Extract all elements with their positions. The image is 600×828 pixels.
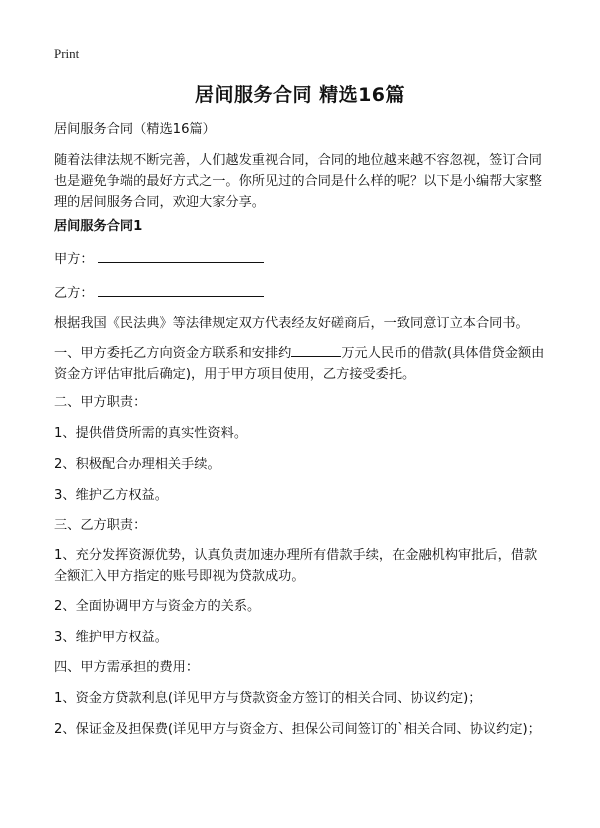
clause-3-item: 2、全面协调甲方与资金方的关系。 <box>54 599 261 614</box>
party-a-blank <box>98 248 264 263</box>
clause-2-item: 2、积极配合办理相关手续。 <box>54 457 221 472</box>
party-a-line <box>54 248 550 270</box>
document-title: 居间服务合同 精选16篇 <box>194 84 406 106</box>
clause-4-item: 1、资金方贷款利息(详见甲方与贷款资金方签订的相关合同、协议约定)； <box>54 691 482 706</box>
clause-2-heading: 二、甲方职责： <box>54 395 147 410</box>
clause-1-part1: 一、甲方委托乙方向资金方联系和安排约 <box>54 346 292 361</box>
section-heading: 居间服务合同1 <box>54 219 143 234</box>
document-subtitle: 居间服务合同（精选16篇） <box>54 122 216 137</box>
clause-1-part2: 万元人民币的借款(具体借贷金额由资金方评估审批后确定)，用于甲方项目使用，乙方接受委托。 <box>54 346 545 382</box>
party-b-label: 乙方： <box>54 286 94 301</box>
clause-1 <box>54 342 550 385</box>
party-b-line <box>54 282 550 304</box>
intro-paragraph: 随着法律法规不断完善，人们越发重视合同，合同的地位越来越不容忽视，签订合同也是避免争端的最好方式之一。你所见过的合同是什么样的呢？以下是小编帮大家整理的居间服务合同，欢迎大家分享。 <box>54 153 542 210</box>
loan-amount-blank <box>291 342 341 357</box>
clause-3-item: 1、充分发挥资源优势，认真负责加速办理所有借款手续，在金融机构审批后，借款全额汇入甲方指定的账号即视为贷款成功。 <box>54 548 538 584</box>
clause-2-item: 3、维护乙方权益。 <box>54 488 168 503</box>
clause-4-item: 2、保证金及担保费(详见甲方与资金方、担保公司间签订的`相关合同、协议约定)； <box>54 722 541 737</box>
print-link[interactable]: Print <box>54 46 80 61</box>
party-a-label: 甲方： <box>54 252 94 267</box>
clause-4-heading: 四、甲方需承担的费用： <box>54 660 200 675</box>
clause-3-item: 3、维护甲方权益。 <box>54 630 168 645</box>
party-b-blank <box>98 282 264 297</box>
clause-3-heading: 三、乙方职责： <box>54 518 147 533</box>
clause-2-item: 1、提供借贷所需的真实性资料。 <box>54 426 248 441</box>
basis-paragraph: 根据我国《民法典》等法律规定双方代表经友好磋商后，一致同意订立本合同书。 <box>54 316 529 331</box>
